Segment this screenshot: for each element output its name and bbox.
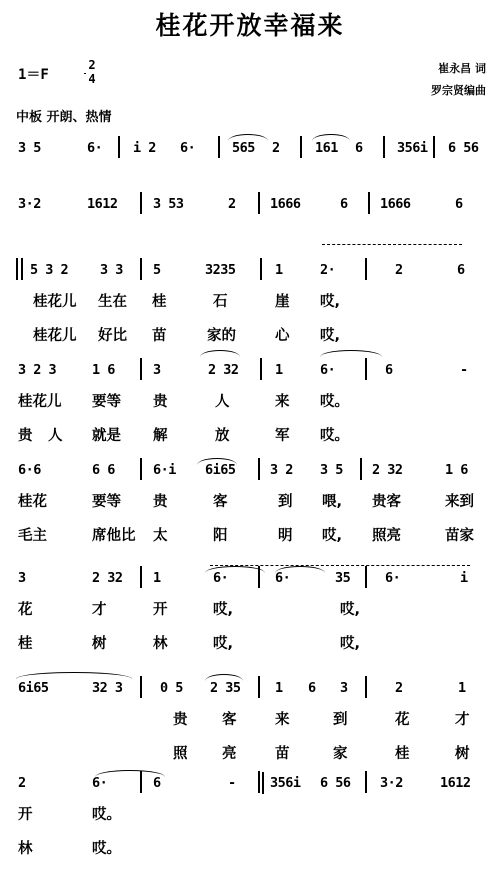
lyric-verse-1: 开	[18, 807, 33, 823]
lyric-verse-1: 哎,	[340, 602, 361, 618]
lyric-verse-2: 阳	[213, 528, 228, 544]
lyric-verse-1: 要等	[92, 494, 121, 510]
note-group: 6·	[180, 140, 196, 156]
bar-line	[140, 358, 142, 380]
lyric-verse-2: 心	[275, 328, 290, 344]
lyric-verse-1: 花	[18, 602, 33, 618]
slur-arc	[197, 458, 237, 465]
lyric-verse-2: 明	[278, 528, 293, 544]
bar-line	[140, 676, 142, 698]
note-group: 161	[315, 140, 338, 156]
note-group: 1 6	[445, 462, 468, 478]
key-signature: 1＝F	[18, 67, 49, 83]
lyric-verse-1: 贵	[153, 494, 168, 510]
lyric-verse-1: 哎,	[320, 294, 341, 310]
bar-line	[258, 458, 260, 480]
slur-arc	[320, 350, 382, 357]
bar-line	[118, 136, 120, 158]
lyric-verse-2: 太	[153, 528, 168, 544]
note-group: 3 5	[320, 462, 343, 478]
lyric-verse-1: 客	[222, 712, 237, 728]
bar-line	[140, 458, 142, 480]
bar-line	[365, 358, 367, 380]
note-group: 6i65	[18, 680, 49, 696]
note-group: 1 6	[92, 362, 115, 378]
note-group: 6	[153, 775, 161, 791]
lyric-verse-2: 人	[48, 428, 63, 444]
lyric-verse-1: 人	[215, 394, 230, 410]
bar-line	[140, 258, 142, 280]
note-group: 0 5	[160, 680, 183, 696]
note-group: 1666	[380, 196, 411, 212]
note-group: 6·	[92, 775, 108, 791]
lyric-verse-1: 哎。	[92, 807, 121, 823]
slur-arc	[205, 674, 243, 681]
lyric-verse-1: 哎,	[213, 602, 234, 618]
note-group: 1	[275, 362, 283, 378]
lyric-verse-2: 苗	[275, 746, 290, 762]
lyric-verse-1: 客	[213, 494, 228, 510]
slur-arc	[275, 566, 325, 573]
lyric-verse-2: 苗家	[445, 528, 474, 544]
lyric-verse-1: 崖	[275, 294, 290, 310]
lyric-verse-1: 桂花	[18, 494, 47, 510]
note-group: 5	[153, 262, 161, 278]
bar-line	[300, 136, 302, 158]
note-group: 6	[457, 262, 465, 278]
lyric-verse-2: 家	[333, 746, 348, 762]
note-group: 1666	[270, 196, 301, 212]
lyric-verse-2: 桂	[18, 636, 33, 652]
lyric-verse-2: 树	[92, 636, 107, 652]
note-group: 2	[18, 775, 26, 791]
lyric-verse-2: 毛主	[18, 528, 47, 544]
lyric-verse-2: 哎。	[92, 841, 121, 857]
note-group: 6	[455, 196, 463, 212]
note-group: 565	[232, 140, 255, 156]
slur-arc	[312, 134, 350, 141]
repeat-bar	[262, 772, 264, 794]
note-group: i 2	[133, 140, 156, 156]
lyric-verse-2: 苗	[152, 328, 167, 344]
bar-line	[433, 136, 435, 158]
note-group: 3 2	[270, 462, 293, 478]
note-group: 6·	[87, 140, 103, 156]
slur-arc	[200, 350, 240, 357]
note-group: -	[460, 362, 468, 378]
note-group: 2 35	[210, 680, 241, 696]
lyric-verse-2: 照亮	[372, 528, 401, 544]
lyric-verse-2: 树	[455, 746, 470, 762]
slur-arc	[16, 672, 132, 679]
lyric-verse-1: 喂,	[322, 494, 343, 510]
lyric-verse-2: 林	[18, 841, 33, 857]
lyric-verse-1: 才	[455, 712, 470, 728]
bar-line	[365, 258, 367, 280]
bar-line	[365, 771, 367, 793]
lyric-verse-2: 哎,	[213, 636, 234, 652]
note-group: 35	[335, 570, 351, 586]
note-group: 1	[275, 262, 283, 278]
lyric-verse-1: 才	[92, 602, 107, 618]
slur-arc	[95, 770, 165, 777]
lyric-verse-1: 生在	[98, 294, 127, 310]
bar-line	[260, 258, 262, 280]
note-group: -	[228, 775, 236, 791]
note-group: 6	[340, 196, 348, 212]
lyric-verse-1: 要等	[92, 394, 121, 410]
lyric-verse-2: 哎,	[320, 328, 341, 344]
note-group: 2·	[320, 262, 336, 278]
lyric-verse-2: 哎,	[340, 636, 361, 652]
lyric-verse-1: 哎。	[320, 394, 349, 410]
note-group: 1612	[87, 196, 118, 212]
lyric-verse-1: 来到	[445, 494, 474, 510]
lyric-verse-2: 放	[215, 428, 230, 444]
repeat-bar	[16, 258, 18, 280]
note-group: 3	[153, 362, 161, 378]
note-group: 6	[355, 140, 363, 156]
lyric-verse-1: 花	[395, 712, 410, 728]
lyric-verse-2: 桂花儿	[33, 328, 77, 344]
note-group: 2	[395, 262, 403, 278]
bar-line	[258, 192, 260, 214]
note-group: 6i65	[205, 462, 236, 478]
note-group: 3	[340, 680, 348, 696]
time-bottom: 4	[88, 72, 96, 86]
bar-line	[260, 358, 262, 380]
bar-line	[365, 566, 367, 588]
note-group: 6·	[275, 570, 291, 586]
note-group: 5 3 2	[30, 262, 69, 278]
repeat-bar	[21, 258, 23, 280]
note-group: 3235	[205, 262, 236, 278]
note-group: 3·2	[380, 775, 403, 791]
note-group: 6 56	[448, 140, 479, 156]
lyric-verse-1: 桂花儿	[18, 394, 62, 410]
lyric-verse-1: 桂	[152, 294, 167, 310]
note-group: 6·i	[153, 462, 176, 478]
lyric-verse-2: 亮	[222, 746, 237, 762]
lyric-verse-2: 好比	[98, 328, 127, 344]
note-group: 3·2	[18, 196, 41, 212]
bar-line	[360, 458, 362, 480]
note-group: 6 6	[92, 462, 115, 478]
lyric-verse-1: 到	[333, 712, 348, 728]
lyric-verse-1: 贵客	[372, 494, 401, 510]
note-group: i	[460, 570, 468, 586]
note-group: 1612	[440, 775, 471, 791]
bar-line	[383, 136, 385, 158]
tempo-marking: 中板 开朗、热情	[16, 110, 112, 125]
bar-line	[258, 771, 260, 793]
note-group: 1	[275, 680, 283, 696]
note-group: 6·	[320, 362, 336, 378]
lyric-verse-1: 石	[213, 294, 228, 310]
lyric-verse-1: 贵	[153, 394, 168, 410]
lyric-verse-1: 桂花儿	[33, 294, 77, 310]
lyric-verse-1: 开	[153, 602, 168, 618]
bar-line	[218, 136, 220, 158]
lyric-verse-2: 桂	[395, 746, 410, 762]
note-group: 356i	[397, 140, 428, 156]
dashed-phrase-line	[210, 565, 470, 566]
bar-line	[258, 676, 260, 698]
note-group: 3 5	[18, 140, 41, 156]
note-group: 2 32	[372, 462, 403, 478]
slur-arc	[205, 566, 265, 573]
note-group: 6	[385, 362, 393, 378]
note-group: 3 2 3	[18, 362, 57, 378]
lyric-verse-1: 来	[275, 712, 290, 728]
lyric-verse-1: 贵	[173, 712, 188, 728]
note-group: 32 3	[92, 680, 123, 696]
note-group: 2	[395, 680, 403, 696]
lyric-verse-2: 军	[275, 428, 290, 444]
lyric-verse-1: 来	[275, 394, 290, 410]
note-group: 3 3	[100, 262, 123, 278]
note-group: 6	[308, 680, 316, 696]
lyricist-credit: 崔永昌 词	[438, 62, 486, 75]
note-group: 3 53	[153, 196, 184, 212]
bar-line	[140, 192, 142, 214]
bar-line	[365, 676, 367, 698]
song-title: 桂花开放幸福来	[155, 11, 345, 40]
bar-line	[140, 566, 142, 588]
composer-credit: 罗宗贤编曲	[431, 84, 486, 97]
note-group: 6·	[213, 570, 229, 586]
lyric-verse-1: 到	[278, 494, 293, 510]
note-group: 2 32	[92, 570, 123, 586]
note-group: 356i	[270, 775, 301, 791]
lyric-verse-2: 哎。	[320, 428, 349, 444]
lyric-verse-2: 哎,	[322, 528, 343, 544]
lyric-verse-2: 照	[173, 746, 188, 762]
lyric-verse-2: 林	[153, 636, 168, 652]
note-group: 2	[272, 140, 280, 156]
note-group: 3	[18, 570, 26, 586]
bar-line	[368, 192, 370, 214]
note-group: 6 56	[320, 775, 351, 791]
lyric-verse-2: 家的	[207, 328, 236, 344]
time-top: 2	[88, 58, 96, 72]
note-group: 6·6	[18, 462, 41, 478]
slur-arc	[228, 134, 268, 141]
lyric-verse-2: 贵	[18, 428, 33, 444]
note-group: 6·	[385, 570, 401, 586]
lyric-verse-2: 解	[153, 428, 168, 444]
note-group: 2 32	[208, 362, 239, 378]
note-group: 2	[228, 196, 236, 212]
dashed-phrase-line	[322, 244, 462, 245]
lyric-verse-2: 就是	[92, 428, 121, 444]
note-group: 1	[458, 680, 466, 696]
lyric-verse-2: 席他比	[92, 528, 136, 544]
note-group: 1	[153, 570, 161, 586]
time-signature	[84, 58, 100, 86]
